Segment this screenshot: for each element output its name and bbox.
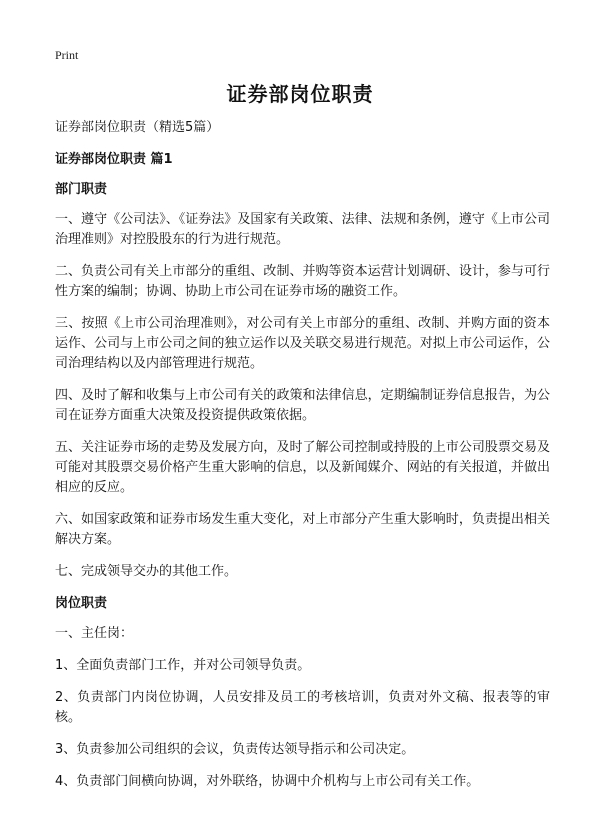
post-duty-item: 一、主任岗：: [55, 626, 134, 641]
post-duty-item: 4、负责部门间横向协调，对外联络，协调中介机构与上市公司有关工作。: [55, 774, 480, 789]
document-body: [55, 118, 550, 804]
print-label: Print: [55, 48, 79, 62]
document-subtitle: 证券部岗位职责（精选5篇）: [55, 120, 220, 135]
dept-duty-item: 一、遵守《公司法》、《证券法》及国家有关政策、法律、法规和条例，遵守《上市公司治理准则》对控股股东的行为进行规范。: [55, 212, 550, 247]
post-duties-heading: 岗位职责: [55, 596, 108, 611]
dept-duty-item: 六、如国家政策和证券市场发生重大变化，对上市部分产生重大影响时，负责提出相关解决方案。: [55, 512, 550, 547]
post-duty-item: 2、负责部门内岗位协调，人员安排及员工的考核培训，负责对外文稿、报表等的审核。: [55, 690, 550, 725]
page-title: 证券部岗位职责: [226, 82, 374, 106]
dept-duty-item: 七、完成领导交办的其他工作。: [55, 564, 238, 579]
dept-duty-item: 四、及时了解和收集与上市公司有关的政策和法律信息，定期编制证券信息报告，为公司在证券方面重大决策及投资提供政策依据。: [55, 388, 550, 423]
dept-duty-item: 二、负责公司有关上市部分的重组、改制、并购等资本运营计划调研、设计，参与可行性方案的编制；协调、协助上市公司在证券市场的融资工作。: [55, 264, 550, 299]
dept-duties-heading: 部门职责: [55, 182, 108, 197]
dept-duty-item: 五、关注证券市场的走势及发展方向，及时了解公司控制或持股的上市公司股票交易及可能对其股票交易价格产生重大影响的信息，以及新闻媒介、网站的有关报道，并做出相应的反应。: [55, 440, 550, 495]
dept-duty-item: 三、按照《上市公司治理准则》，对公司有关上市部分的重组、改制、并购方面的资本运作、公司与上市公司之间的独立运作以及关联交易进行规范。对拟上市公司运作，公司治理结构以及内部管理进行规范。: [55, 316, 550, 371]
post-duty-item: 1、全面负责部门工作，并对公司领导负责。: [55, 658, 311, 673]
section-heading: 证券部岗位职责 篇1: [55, 152, 173, 167]
post-duty-item: 3、负责参加公司组织的会议，负责传达领导指示和公司决定。: [55, 742, 415, 757]
